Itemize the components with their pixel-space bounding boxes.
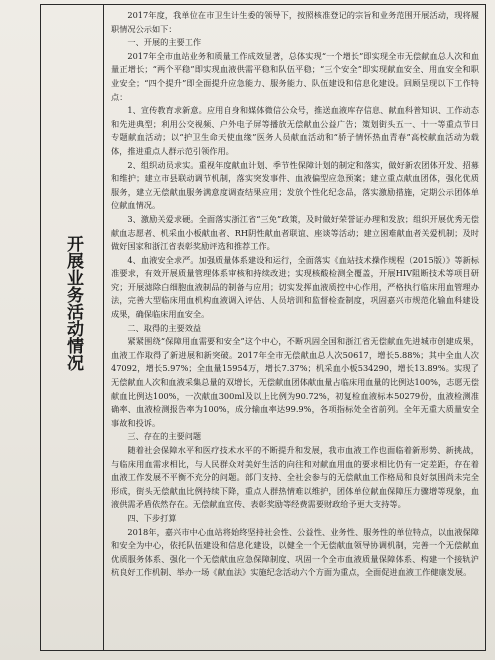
body-paragraph: 2018年，嘉兴市中心血站将始终坚持社会性、公益性、业务性、服务性的单位特点，以血液保障和安全为中心，依托队伍建设和信息化建设，以健全一个无偿献血领导协调机制，完善一个无偿献血优质服务体系、强化一个无偿献血应急保障制度、巩固一个全市血液质量保障体系、构建一个接轨沪杭良好工作机制、举办一场《献血法》实施纪念活动六个方面为重点，全面促进血液工作健康发展。 xyxy=(111,526,479,578)
body-paragraph: 1、宣传教育求新意。应用自身和媒体微信公众号，推送血液库存信息、献血科普知识、工作动态和先进典型；利用公交视频、户外电子屏等播放无偿献血公益广告；策划街头五一、十一等重点节日专题献血活动；以“护卫生命天使血缘”医务人员献血活动和“骄子情怀热血青春”高校献血活动为载体，推进重点人群示范引领作用。 xyxy=(111,105,479,156)
body-paragraph: 3、激励关爱求硬。全面落实浙江省“三免”政策，及时做好荣誉证办理和发放；组织开展优秀无偿献血志愿者、机采血小板献血者、RH阴性献血者联谊、座谈等活动；建立困难献血者关爱机制；及时做好国家和浙江省表彰奖励评选和推荐工作。 xyxy=(111,213,479,252)
body-paragraph: 随着社会保障水平和医疗技术水平的不断提升和发展，我市血液工作也面临着新形势、新挑战，与临床用血需求相比，与人民群众对美好生活的向往和对献血用血的要求相比仍有一定差距，存在着血液工作发展不平衡不充分的问题。部门支持、全社会参与的无偿献血工作格局和良好氛围尚未完全形成，街头无偿献血比例持续下降，重点人群热情难以维护，团体单位献血保障压力骤增等现象，血液供需矛盾依然存在。无偿献血宣传、表彰奖励等经费需要财政给予更大支持等。 xyxy=(111,445,479,510)
section-title-work: 一、开展的主要工作 xyxy=(127,37,202,48)
section-label-column xyxy=(41,5,104,650)
body-paragraph: 紧紧围绕“保障用血需要和安全”这个中心，不断巩固全国和浙江省无偿献血先进城市创建成果，血液工作取得了新进展和新突破。2017年全市无偿献血总人次50617，增长5.88%；其中全血人次47092，增长5.97%；全血量15954万，增长7.37%；机采血小板534290，增长13.89%。实现了无偿献血人次和血液采集总量的双增长，无偿献血团体献血量占临床用血量的比例达100%，志愿无偿献血比例达100%，一次献血300ml及以上比例为90.72%，初复检血液标本50279份，血液检测准确率、血液检测报告率为100%，成分输血率达99.9%，各项指标处全省前列。全年无重大质量安全事故和投诉。 xyxy=(111,336,479,428)
report-content xyxy=(111,9,479,649)
section-title-problems: 三、存在的主要问题 xyxy=(127,431,202,442)
body-paragraph: 2、组织动员求实。重视年度献血计划、季节性保障计划的制定和落实，做好新农团体开发、招募和维护；建立市县联动调节机制，落实突发事件、血液偏型应急预案；建立重点献血团体，强化优质服务，建立无偿献血服务满意度调查结果应用；发放个性化纪念品，落实激励措施，定期公示团体单位献血情况。 xyxy=(111,159,479,211)
section-title-benefits: 二、取得的主要效益 xyxy=(127,322,202,333)
section-title-plans: 四、下步打算 xyxy=(127,512,177,523)
report-form-table xyxy=(40,4,486,651)
section-heading: 开展业务活动情况 xyxy=(63,235,83,371)
intro-paragraph: 2017年度，我单位在市卫生计生委的领导下，按照核准登记的宗旨和业务范围开展活动，现将履职情况公示如下： xyxy=(111,10,479,34)
body-paragraph: 2017年全市血站业务和质量工作成效显著，总体实现“一个增长”即实现全市无偿献血总人次和血量正增长；“两个平稳”即实现血液供需平稳和队伍平稳；“三个安全”即实现献血安全、用血安全和职业安全；“四个提升”即全面提升应急能力、服务能力、队伍建设和信息化建设。回顾呈现以下工作特点： xyxy=(111,50,479,102)
body-paragraph: 4、血液安全求严。加强质量体系建设和运行，全面落实《血站技术操作规程（2015版）》等新标准要求，有效开展质量管理体系审核和持续改进；实现核酸检测全覆盖，开展HIV阻断技术等项目研究；开展滤除白细胞血液制品的制备与应用；切实发挥血液质控中心作用，严格执行临床用血管理办法，完善大型临床用血机构血液调入评估、人员培训和监督检查制度，巩固嘉兴市规范化输血科建设成果，确保临床用血安全。 xyxy=(111,254,479,320)
